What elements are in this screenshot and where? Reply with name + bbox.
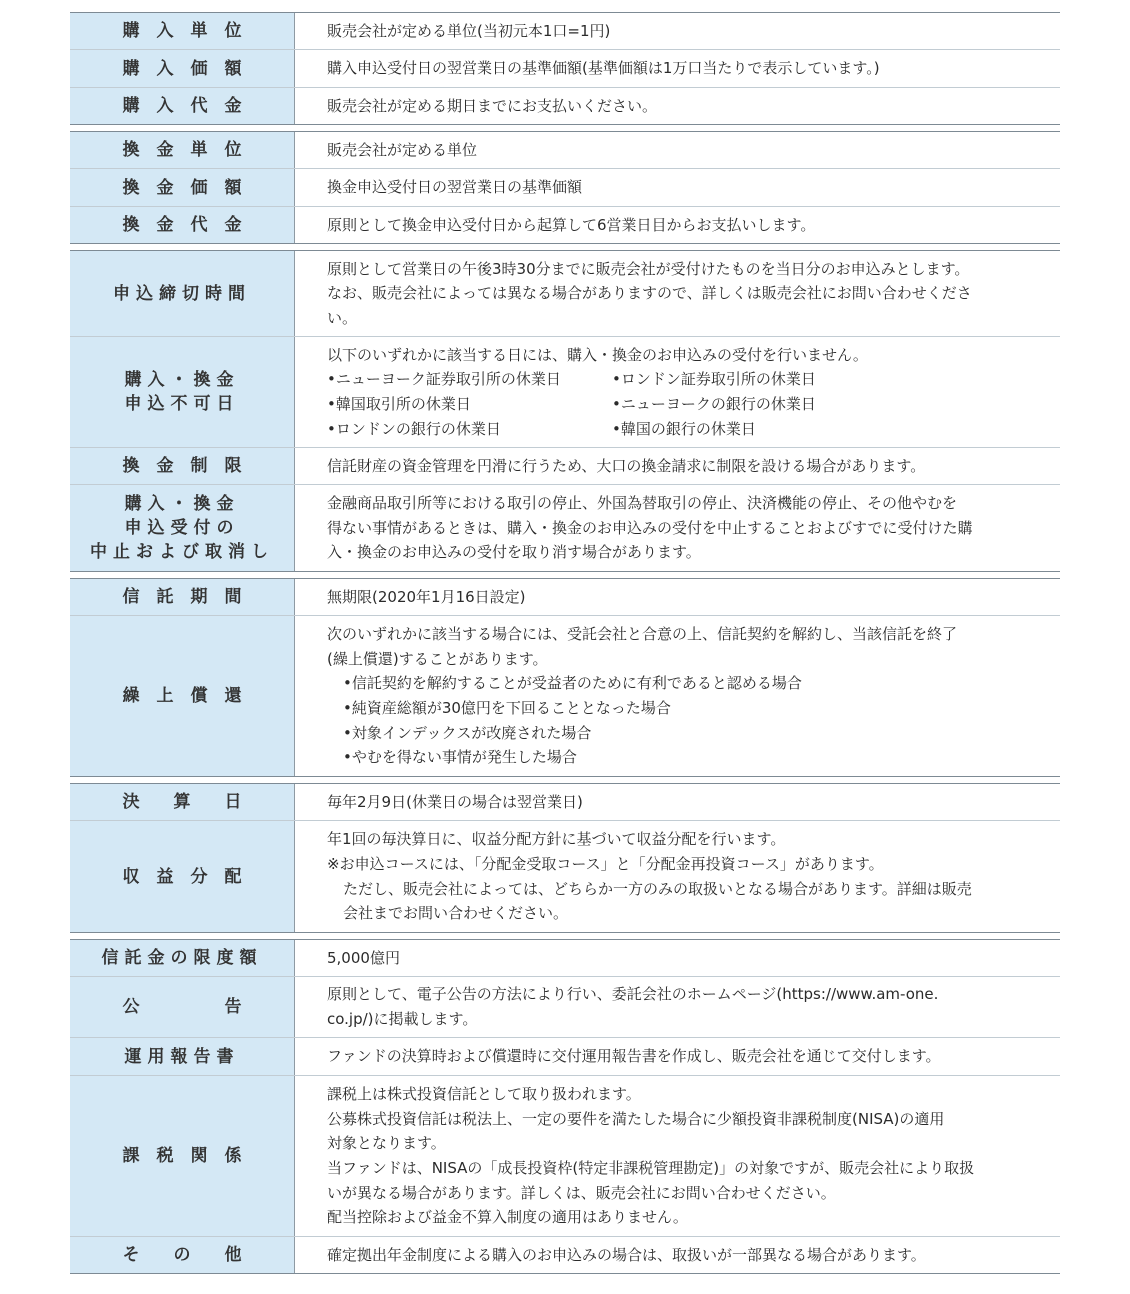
row-value-cell	[295, 88, 1060, 124]
row-label	[123, 684, 242, 708]
list-item: ただし、販売会社によっては、どちらか一方のみの取扱いとなる場合があります。詳細は販売	[343, 879, 972, 898]
row-value-line: 次のいずれかに該当する場合には、受託会社と合意の上、信託契約を解約し、当該信託を終了	[327, 625, 958, 644]
table-row	[70, 784, 1060, 821]
row-label	[123, 213, 242, 237]
list-item: •やむを得ない事情が発生した場合	[343, 748, 577, 767]
table-section	[70, 250, 1060, 572]
row-label-cell	[70, 13, 295, 49]
two-column-list-row	[327, 392, 1046, 417]
table-row	[70, 1076, 1060, 1237]
row-value-cell	[295, 13, 1060, 49]
row-value-line: 原則として換金申込受付日から起算して6営業日目からお支払いします。	[327, 215, 816, 234]
list-item: 会社までお問い合わせください。	[343, 904, 569, 923]
row-value-line: 年1回の毎決算日に、収益分配方針に基づいて収益分配を行います。	[327, 830, 786, 849]
row-label-cell	[70, 1237, 295, 1273]
row-value-line: 販売会社が定める単位	[327, 140, 478, 159]
row-value-cell	[295, 251, 1060, 336]
list-item: •信託契約を解約することが受益者のために有利であると認める場合	[343, 674, 802, 693]
row-value-cell	[295, 50, 1060, 87]
table-row	[70, 13, 1060, 50]
row-value-line: 課税上は株式投資信託として取り扱われます。	[327, 1085, 641, 1104]
row-label	[123, 57, 242, 81]
list-item: •韓国取引所の休業日	[327, 395, 471, 413]
table-row	[70, 207, 1060, 243]
list-item: •ニューヨークの銀行の休業日	[612, 395, 816, 413]
row-label-line: 繰 上 償 還	[122, 686, 242, 706]
row-value-line: 原則として、電子公告の方法により行い、委託会社のホームページ(https://www.am-one.	[327, 985, 939, 1004]
table-row	[70, 1237, 1060, 1273]
row-value-line: ファンドの決算時および償還時に交付運用報告書を作成し、販売会社を通じて交付します。	[327, 1047, 941, 1066]
table-section	[70, 131, 1060, 244]
row-label-cell	[70, 448, 295, 484]
row-label-cell	[70, 579, 295, 615]
row-value-line: 確定拠出年金制度による購入のお申込みの場合は、取扱いが一部異なる場合があります。	[327, 1245, 926, 1264]
row-label	[123, 138, 242, 162]
table-row	[70, 485, 1060, 571]
fund-terms-table	[70, 12, 1060, 1280]
row-value-cell	[295, 940, 1060, 976]
row-label-line: 購 入 単 位	[122, 21, 242, 41]
row-label-line: 購入・換金	[124, 370, 240, 390]
row-label-cell	[70, 616, 295, 776]
row-label	[123, 995, 242, 1019]
row-label-line: 換 金 価 額	[122, 177, 242, 198]
row-label-cell	[70, 821, 295, 932]
row-value-cell	[295, 337, 1060, 447]
row-value-line: い。	[327, 308, 358, 327]
row-label-cell	[70, 784, 295, 820]
row-value-line: 得ない事情があるときは、購入・換金のお申込みの受付を中止することおよびすでに受付けた購	[327, 518, 973, 537]
table-row	[70, 977, 1060, 1038]
row-label-line: 申込締切時間	[113, 283, 251, 304]
row-label-cell	[70, 169, 295, 206]
row-label	[123, 176, 242, 200]
table-row	[70, 579, 1060, 616]
row-label	[90, 492, 274, 564]
two-column-list-row	[327, 417, 1046, 442]
row-label-cell	[70, 1076, 295, 1236]
row-label	[123, 1243, 242, 1267]
list-item: •ニューヨーク証券取引所の休業日	[327, 370, 561, 389]
row-value-cell	[295, 579, 1060, 615]
table-row	[70, 616, 1060, 776]
row-label-line: 購 入 価 額	[122, 58, 242, 79]
row-value-line: 毎年2月9日(休業日の場合は翌営業日)	[327, 792, 583, 811]
row-label	[123, 19, 242, 43]
row-value-line: 販売会社が定める単位(当初元本1口=1円)	[327, 21, 611, 40]
row-value-line: 換金申込受付日の翌営業日の基準価額	[327, 178, 583, 197]
row-label-line: 購入・換金	[124, 494, 240, 514]
table-row	[70, 448, 1060, 485]
row-label	[123, 790, 242, 814]
table-row	[70, 251, 1060, 337]
row-value-cell	[295, 784, 1060, 820]
row-value-line: なお、販売会社によっては異なる場合がありますので、詳しくは販売会社にお問い合わせくださ	[327, 284, 972, 303]
list-item: •対象インデックスが改廃された場合	[343, 723, 592, 742]
table-section	[70, 12, 1060, 125]
table-row	[70, 132, 1060, 169]
row-value-line: 原則として営業日の午後3時30分までに販売会社が受付けたものを当日分のお申込みとします。	[327, 259, 970, 278]
row-value-cell	[295, 1076, 1060, 1236]
row-value-cell	[295, 616, 1060, 776]
row-label-cell	[70, 88, 295, 124]
row-label-cell	[70, 977, 295, 1037]
row-value-line: ※お申込コースには、「分配金受取コース」と「分配金再投資コース」があります。	[327, 854, 884, 873]
row-label-cell	[70, 251, 295, 336]
row-value-line: 対象となります。	[327, 1134, 446, 1153]
row-label-line: 購 入 代 金	[122, 96, 242, 116]
table-row	[70, 88, 1060, 124]
table-row	[70, 50, 1060, 88]
row-label-cell	[70, 337, 295, 447]
row-label	[123, 865, 242, 889]
row-value-line: 信託財産の資金管理を円滑に行うため、大口の換金請求に制限を設ける場合があります。	[327, 456, 926, 475]
row-label-line: 申込不可日	[124, 394, 240, 414]
row-value-cell	[295, 169, 1060, 206]
row-label-line: 中止および取消し	[90, 542, 274, 562]
row-label	[102, 946, 263, 970]
row-value-line: 販売会社が定める期日までにお支払いください。	[327, 96, 658, 115]
row-value-line: 以下のいずれかに該当する日には、購入・換金のお申込みの受付を行いません。	[327, 345, 868, 364]
row-label-line: 信 託 期 間	[122, 587, 242, 607]
row-label	[125, 368, 240, 416]
row-label	[125, 1045, 240, 1069]
row-value-cell	[295, 207, 1060, 243]
row-value-cell	[295, 1237, 1060, 1273]
row-value-cell	[295, 132, 1060, 168]
two-column-list-row	[327, 367, 1046, 392]
row-value-line: 公募株式投資信託は税法上、一定の要件を満たした場合に少額投資非課税制度(NISA)の適用	[327, 1109, 945, 1128]
row-label-line: 運用報告書	[124, 1046, 240, 1067]
table-section	[70, 783, 1060, 933]
row-value-cell	[295, 448, 1060, 484]
row-label	[123, 94, 242, 118]
table-row	[70, 337, 1060, 448]
table-row	[70, 169, 1060, 207]
row-value-line: 配当控除および益金不算入制度の適用はありません。	[327, 1208, 688, 1227]
row-label-line: そ の 他	[122, 1245, 242, 1265]
row-value-line: 入・換金のお申込みの受付を取り消す場合があります。	[327, 543, 701, 562]
row-value-cell	[295, 977, 1060, 1037]
table-row	[70, 1038, 1060, 1076]
row-value-cell	[295, 821, 1060, 932]
row-label-line: 課 税 関 係	[122, 1146, 242, 1166]
row-label-line: 換 金 代 金	[122, 215, 242, 235]
row-label-line: 換 金 制 限	[122, 456, 242, 476]
table-row	[70, 940, 1060, 977]
row-label-cell	[70, 940, 295, 976]
row-label-line: 換 金 単 位	[122, 140, 242, 160]
row-value-line: 購入申込受付日の翌営業日の基準価額(基準価額は1万口当たりで表示しています。)	[327, 59, 880, 78]
row-label-line: 決 算 日	[122, 792, 242, 812]
row-label	[123, 454, 242, 478]
row-label	[113, 282, 251, 306]
row-label-cell	[70, 50, 295, 87]
row-label-line: 信託金の限度額	[101, 948, 263, 968]
row-value-line: 金融商品取引所等における取引の停止、外国為替取引の停止、決済機能の停止、その他やむを	[327, 494, 958, 513]
row-label-cell	[70, 207, 295, 243]
row-value-line: (繰上償還)することがあります。	[327, 649, 548, 668]
row-label	[123, 1144, 242, 1168]
table-row	[70, 821, 1060, 932]
row-value-line: いが異なる場合があります。詳しくは、販売会社にお問い合わせください。	[327, 1183, 836, 1202]
row-label-cell	[70, 485, 295, 571]
table-section	[70, 939, 1060, 1274]
list-item: •ロンドン証券取引所の休業日	[612, 370, 816, 389]
row-value-line: 無期限(2020年1月16日設定)	[327, 587, 526, 606]
list-item: •韓国の銀行の休業日	[612, 419, 756, 438]
row-label-cell	[70, 1038, 295, 1075]
row-label	[123, 585, 242, 609]
list-item: •純資産総額が30億円を下回ることとなった場合	[343, 699, 671, 717]
row-value-line: co.jp/)に掲載します。	[327, 1010, 478, 1028]
row-label-cell	[70, 132, 295, 168]
row-value-line: 当ファンドは、NISAの「成長投資枠(特定非課税管理勘定)」の対象ですが、販売会社により取扱	[327, 1159, 975, 1177]
row-value-cell	[295, 485, 1060, 571]
row-label-line: 申込受付の	[124, 518, 240, 538]
table-section	[70, 578, 1060, 777]
row-value-cell	[295, 1038, 1060, 1075]
row-value-line: 5,000億円	[327, 948, 400, 967]
list-item: •ロンドンの銀行の休業日	[327, 419, 501, 438]
row-label-line: 収 益 分 配	[122, 866, 242, 887]
row-label-line: 公 告	[122, 997, 242, 1017]
